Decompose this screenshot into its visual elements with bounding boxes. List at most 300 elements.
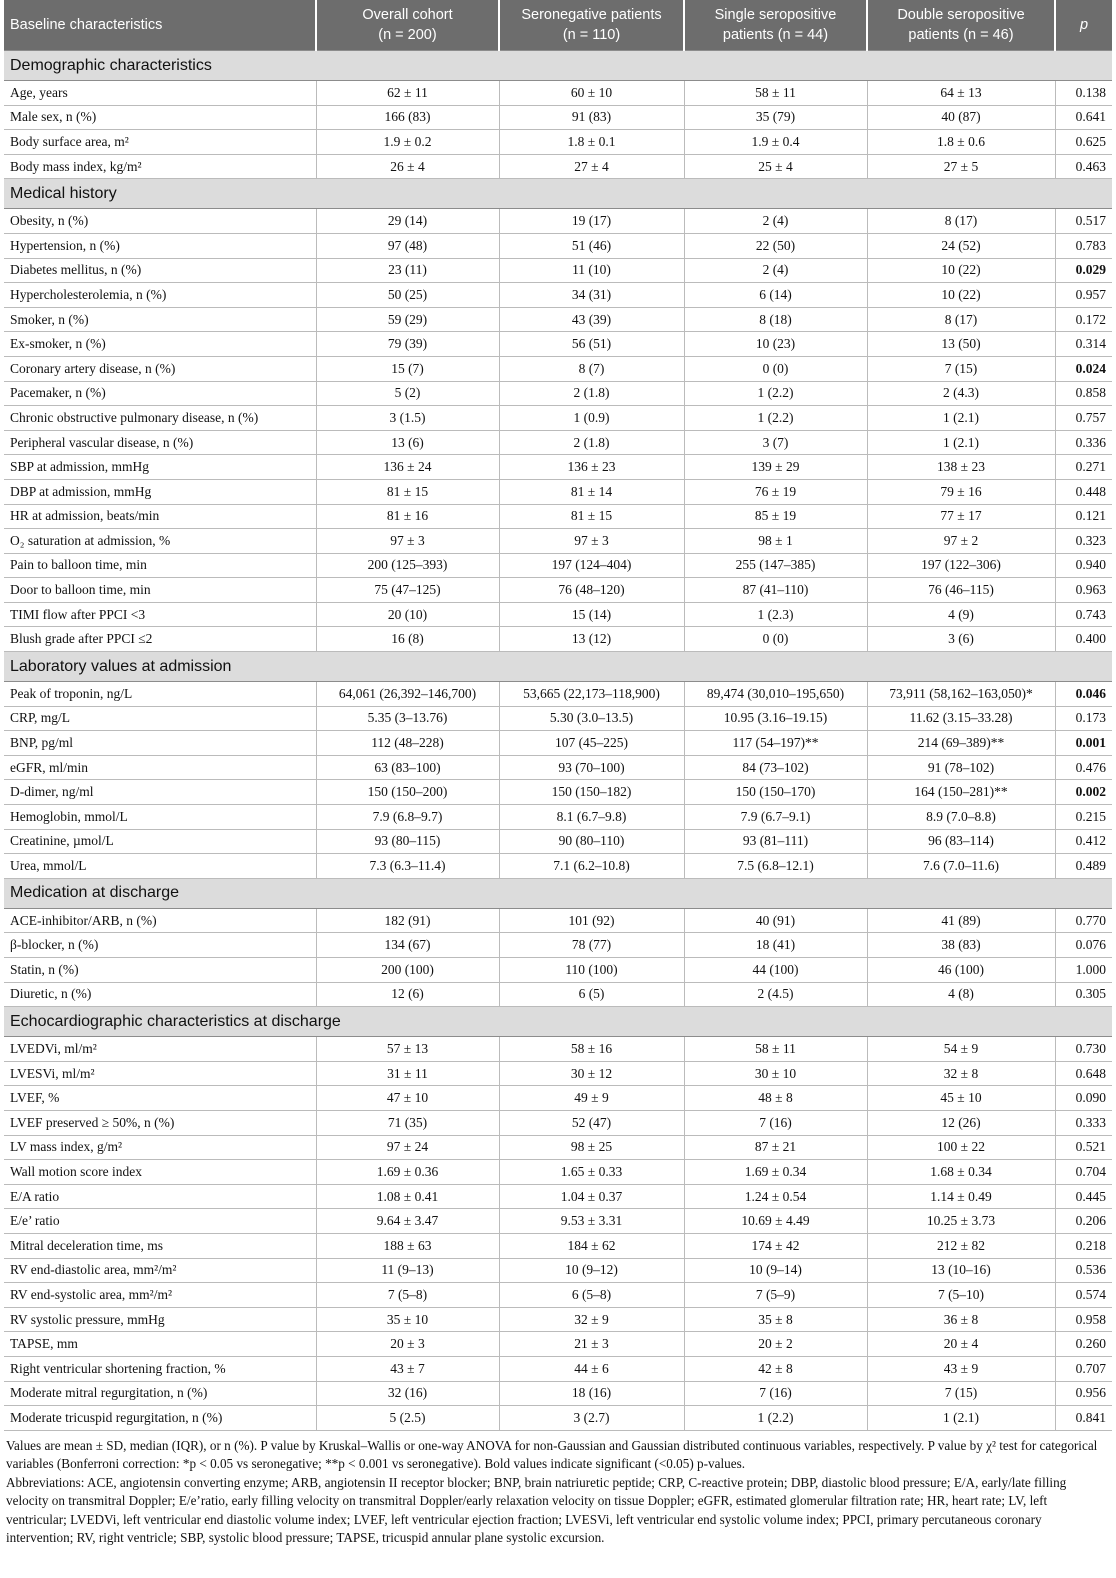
overall-cohort-value: 59 (29) <box>316 307 499 332</box>
p-value: 0.574 <box>1055 1283 1112 1308</box>
row-label: Diabetes mellitus, n (%) <box>4 258 316 283</box>
overall-cohort-value: 93 (80–115) <box>316 829 499 854</box>
p-value: 0.218 <box>1055 1233 1112 1258</box>
overall-cohort-value: 1.69 ± 0.36 <box>316 1160 499 1185</box>
table-row <box>4 933 1112 958</box>
section-row <box>4 878 1112 908</box>
p-value: 0.076 <box>1055 933 1112 958</box>
p-value: 0.743 <box>1055 602 1112 627</box>
seronegative-value: 34 (31) <box>499 283 684 308</box>
table-row <box>4 553 1112 578</box>
section-title: Medication at discharge <box>4 878 1112 908</box>
double-seropositive-value: 54 ± 9 <box>867 1037 1055 1062</box>
double-seropositive-value: 40 (87) <box>867 105 1055 130</box>
table-body <box>4 51 1112 1431</box>
double-seropositive-value: 2 (4.3) <box>867 381 1055 406</box>
row-label: LVEF, % <box>4 1086 316 1111</box>
seronegative-value: 8 (7) <box>499 356 684 381</box>
seronegative-value: 150 (150–182) <box>499 780 684 805</box>
table-row <box>4 209 1112 234</box>
seronegative-value: 7.1 (6.2–10.8) <box>499 854 684 879</box>
seronegative-value: 13 (12) <box>499 627 684 652</box>
table-row <box>4 430 1112 455</box>
overall-cohort-value: 75 (47–125) <box>316 578 499 603</box>
overall-cohort-value: 7 (5–8) <box>316 1283 499 1308</box>
overall-cohort-value: 31 ± 11 <box>316 1061 499 1086</box>
p-value: 1.000 <box>1055 958 1112 983</box>
seronegative-value: 1.65 ± 0.33 <box>499 1160 684 1185</box>
p-value: 0.757 <box>1055 406 1112 431</box>
double-seropositive-value: 79 ± 16 <box>867 479 1055 504</box>
double-seropositive-value: 27 ± 5 <box>867 154 1055 179</box>
header-single-seropositive <box>684 0 867 51</box>
double-seropositive-value: 96 (83–114) <box>867 829 1055 854</box>
double-seropositive-value: 1.8 ± 0.6 <box>867 130 1055 155</box>
row-label: LV mass index, g/m² <box>4 1135 316 1160</box>
double-seropositive-value: 73,911 (58,162–163,050)* <box>867 682 1055 707</box>
double-seropositive-value: 1 (2.1) <box>867 406 1055 431</box>
header-double-seropositive-title: Double seropositive <box>897 7 1025 23</box>
double-seropositive-value: 1.14 ± 0.49 <box>867 1184 1055 1209</box>
p-value: 0.448 <box>1055 479 1112 504</box>
section-title: Echocardiographic characteristics at discharge <box>4 1007 1112 1037</box>
double-seropositive-value: 100 ± 22 <box>867 1135 1055 1160</box>
single-seropositive-value: 1 (2.2) <box>684 381 867 406</box>
row-label: Moderate tricuspid regurgitation, n (%) <box>4 1406 316 1431</box>
overall-cohort-value: 26 ± 4 <box>316 154 499 179</box>
row-label: Creatinine, µmol/L <box>4 829 316 854</box>
seronegative-value: 81 ± 14 <box>499 479 684 504</box>
table-row <box>4 982 1112 1007</box>
double-seropositive-value: 12 (26) <box>867 1110 1055 1135</box>
row-label: Body mass index, kg/m² <box>4 154 316 179</box>
header-double-seropositive-n: patients (n = 46) <box>908 27 1014 43</box>
overall-cohort-value: 35 ± 10 <box>316 1307 499 1332</box>
table-row <box>4 1037 1112 1062</box>
single-seropositive-value: 10.95 (3.16–19.15) <box>684 706 867 731</box>
single-seropositive-value: 42 ± 8 <box>684 1356 867 1381</box>
row-label: BNP, pg/ml <box>4 731 316 756</box>
double-seropositive-value: 1 (2.1) <box>867 1406 1055 1431</box>
table-row <box>4 406 1112 431</box>
p-value: 0.704 <box>1055 1160 1112 1185</box>
seronegative-value: 18 (16) <box>499 1381 684 1406</box>
seronegative-value: 1 (0.9) <box>499 406 684 431</box>
row-label: Ex-smoker, n (%) <box>4 332 316 357</box>
section-row <box>4 1007 1112 1037</box>
p-value: 0.333 <box>1055 1110 1112 1135</box>
seronegative-value: 27 ± 4 <box>499 154 684 179</box>
table-row <box>4 1307 1112 1332</box>
single-seropositive-value: 58 ± 11 <box>684 1037 867 1062</box>
p-value: 0.841 <box>1055 1406 1112 1431</box>
table-row <box>4 381 1112 406</box>
header-double-seropositive <box>867 0 1055 51</box>
seronegative-value: 51 (46) <box>499 233 684 258</box>
row-label: TAPSE, mm <box>4 1332 316 1357</box>
single-seropositive-value: 85 ± 19 <box>684 504 867 529</box>
double-seropositive-value: 38 (83) <box>867 933 1055 958</box>
overall-cohort-value: 150 (150–200) <box>316 780 499 805</box>
p-value: 0.463 <box>1055 154 1112 179</box>
overall-cohort-value: 7.9 (6.8–9.7) <box>316 805 499 830</box>
double-seropositive-value: 13 (10–16) <box>867 1258 1055 1283</box>
double-seropositive-value: 20 ± 4 <box>867 1332 1055 1357</box>
double-seropositive-value: 10.25 ± 3.73 <box>867 1209 1055 1234</box>
table-row <box>4 578 1112 603</box>
row-label: DBP at admission, mmHg <box>4 479 316 504</box>
seronegative-value: 197 (124–404) <box>499 553 684 578</box>
row-label: Mitral deceleration time, ms <box>4 1233 316 1258</box>
table-row <box>4 682 1112 707</box>
double-seropositive-value: 91 (78–102) <box>867 755 1055 780</box>
row-label: Wall motion score index <box>4 1160 316 1185</box>
single-seropositive-value: 7 (16) <box>684 1110 867 1135</box>
seronegative-value: 10 (9–12) <box>499 1258 684 1283</box>
single-seropositive-value: 44 (100) <box>684 958 867 983</box>
row-label: Hemoglobin, mmol/L <box>4 805 316 830</box>
table-row <box>4 1233 1112 1258</box>
overall-cohort-value: 3 (1.5) <box>316 406 499 431</box>
double-seropositive-value: 164 (150–281)** <box>867 780 1055 805</box>
seronegative-value: 90 (80–110) <box>499 829 684 854</box>
table-row <box>4 332 1112 357</box>
row-label: HR at admission, beats/min <box>4 504 316 529</box>
table-row <box>4 627 1112 652</box>
p-value: 0.858 <box>1055 381 1112 406</box>
double-seropositive-value: 7 (15) <box>867 356 1055 381</box>
seronegative-value: 5.30 (3.0–13.5) <box>499 706 684 731</box>
p-value: 0.314 <box>1055 332 1112 357</box>
double-seropositive-value: 76 (46–115) <box>867 578 1055 603</box>
table-row <box>4 1406 1112 1431</box>
table-row <box>4 1135 1112 1160</box>
p-value: 0.958 <box>1055 1307 1112 1332</box>
p-value: 0.536 <box>1055 1258 1112 1283</box>
seronegative-value: 8.1 (6.7–9.8) <box>499 805 684 830</box>
p-value: 0.046 <box>1055 682 1112 707</box>
seronegative-value: 184 ± 62 <box>499 1233 684 1258</box>
p-value: 0.121 <box>1055 504 1112 529</box>
row-label: Urea, mmol/L <box>4 854 316 879</box>
seronegative-value: 97 ± 3 <box>499 529 684 554</box>
row-label: Smoker, n (%) <box>4 307 316 332</box>
single-seropositive-value: 89,474 (30,010–195,650) <box>684 682 867 707</box>
p-value: 0.138 <box>1055 81 1112 106</box>
double-seropositive-value: 7 (5–10) <box>867 1283 1055 1308</box>
table-footnote <box>4 1431 1112 1548</box>
overall-cohort-value: 182 (91) <box>316 908 499 933</box>
double-seropositive-value: 64 ± 13 <box>867 81 1055 106</box>
p-value: 0.412 <box>1055 829 1112 854</box>
double-seropositive-value: 41 (89) <box>867 908 1055 933</box>
single-seropositive-value: 22 (50) <box>684 233 867 258</box>
double-seropositive-value: 197 (122–306) <box>867 553 1055 578</box>
table-row <box>4 780 1112 805</box>
overall-cohort-value: 7.3 (6.3–11.4) <box>316 854 499 879</box>
table-row <box>4 829 1112 854</box>
p-value: 0.940 <box>1055 553 1112 578</box>
p-value: 0.783 <box>1055 233 1112 258</box>
overall-cohort-value: 97 (48) <box>316 233 499 258</box>
seronegative-value: 52 (47) <box>499 1110 684 1135</box>
p-value: 0.707 <box>1055 1356 1112 1381</box>
row-label: Chronic obstructive pulmonary disease, n (%) <box>4 406 316 431</box>
overall-cohort-value: 57 ± 13 <box>316 1037 499 1062</box>
table-row <box>4 1184 1112 1209</box>
overall-cohort-value: 134 (67) <box>316 933 499 958</box>
overall-cohort-value: 200 (125–393) <box>316 553 499 578</box>
double-seropositive-value: 214 (69–389)** <box>867 731 1055 756</box>
overall-cohort-value: 11 (9–13) <box>316 1258 499 1283</box>
p-value: 0.271 <box>1055 455 1112 480</box>
single-seropositive-value: 0 (0) <box>684 356 867 381</box>
p-value: 0.002 <box>1055 780 1112 805</box>
header-baseline-characteristics: Baseline characteristics <box>4 0 316 51</box>
section-title: Laboratory values at admission <box>4 652 1112 682</box>
header-overall-cohort <box>316 0 499 51</box>
row-label: Peripheral vascular disease, n (%) <box>4 430 316 455</box>
single-seropositive-value: 1 (2.2) <box>684 406 867 431</box>
row-label: E/e’ ratio <box>4 1209 316 1234</box>
row-label: Moderate mitral regurgitation, n (%) <box>4 1381 316 1406</box>
double-seropositive-value: 13 (50) <box>867 332 1055 357</box>
row-label: E/A ratio <box>4 1184 316 1209</box>
single-seropositive-value: 139 ± 29 <box>684 455 867 480</box>
single-seropositive-value: 2 (4.5) <box>684 982 867 1007</box>
row-label: Obesity, n (%) <box>4 209 316 234</box>
overall-cohort-value: 200 (100) <box>316 958 499 983</box>
overall-cohort-value: 112 (48–228) <box>316 731 499 756</box>
double-seropositive-value: 11.62 (3.15–33.28) <box>867 706 1055 731</box>
row-label: Peak of troponin, ng/L <box>4 682 316 707</box>
overall-cohort-value: 20 (10) <box>316 602 499 627</box>
row-label: Pacemaker, n (%) <box>4 381 316 406</box>
overall-cohort-value: 16 (8) <box>316 627 499 652</box>
footnote-abbreviations: Abbreviations: ACE, angiotensin converting enzyme; ARB, angiotensin II receptor blocker; BNP, brain natriuretic peptide; CRP, C-reactive protein; DBP, diastolic blood pressure; E/A, early/late filling velocity on transmitral Doppler; E/e’ratio, early filling velocity on transmitral Doppler/early relaxation velocity on tissue Doppler; eGFR, estimated glomerular filtration rate; HR, heart rate; LV, left ventricular; LVEDVi, left ventricular end diastolic volume index; LVEF, left ventricular ejection fraction; LVESVi, left ventricular end systolic volume index; PPCI, primary percutaneous coronary intervention; RV, right ventricle; SBP, systolic blood pressure; TAPSE, tricuspid annular plane systolic excursion. <box>6 1474 1067 1546</box>
overall-cohort-value: 15 (7) <box>316 356 499 381</box>
p-value: 0.090 <box>1055 1086 1112 1111</box>
single-seropositive-value: 18 (41) <box>684 933 867 958</box>
p-value: 0.770 <box>1055 908 1112 933</box>
p-value: 0.323 <box>1055 529 1112 554</box>
overall-cohort-value: 5 (2) <box>316 381 499 406</box>
row-label: Age, years <box>4 81 316 106</box>
double-seropositive-value: 10 (22) <box>867 283 1055 308</box>
double-seropositive-value: 10 (22) <box>867 258 1055 283</box>
section-row <box>4 179 1112 209</box>
seronegative-value: 49 ± 9 <box>499 1086 684 1111</box>
table-row <box>4 1086 1112 1111</box>
double-seropositive-value: 138 ± 23 <box>867 455 1055 480</box>
table-row <box>4 81 1112 106</box>
row-label: RV end-systolic area, mm²/m² <box>4 1283 316 1308</box>
header-seronegative-title: Seronegative patients <box>521 7 662 23</box>
p-value: 0.029 <box>1055 258 1112 283</box>
single-seropositive-value: 8 (18) <box>684 307 867 332</box>
seronegative-value: 15 (14) <box>499 602 684 627</box>
single-seropositive-value: 76 ± 19 <box>684 479 867 504</box>
row-label: RV systolic pressure, mmHg <box>4 1307 316 1332</box>
table-row <box>4 908 1112 933</box>
overall-cohort-value: 50 (25) <box>316 283 499 308</box>
p-value: 0.641 <box>1055 105 1112 130</box>
single-seropositive-value: 20 ± 2 <box>684 1332 867 1357</box>
single-seropositive-value: 7 (16) <box>684 1381 867 1406</box>
table-row <box>4 154 1112 179</box>
table-row <box>4 1283 1112 1308</box>
single-seropositive-value: 98 ± 1 <box>684 529 867 554</box>
table-row <box>4 529 1112 554</box>
seronegative-value: 6 (5–8) <box>499 1283 684 1308</box>
p-value: 0.730 <box>1055 1037 1112 1062</box>
overall-cohort-value: 29 (14) <box>316 209 499 234</box>
row-label: LVESVi, ml/m² <box>4 1061 316 1086</box>
single-seropositive-value: 1.24 ± 0.54 <box>684 1184 867 1209</box>
header-single-seropositive-n: patients (n = 44) <box>722 27 829 43</box>
double-seropositive-value: 1.68 ± 0.34 <box>867 1160 1055 1185</box>
table-row <box>4 233 1112 258</box>
overall-cohort-value: 97 ± 24 <box>316 1135 499 1160</box>
table-row <box>4 1061 1112 1086</box>
table-row <box>4 1110 1112 1135</box>
overall-cohort-value: 71 (35) <box>316 1110 499 1135</box>
row-label: Pain to balloon time, min <box>4 553 316 578</box>
seronegative-value: 11 (10) <box>499 258 684 283</box>
overall-cohort-value: 1.9 ± 0.2 <box>316 130 499 155</box>
row-label: Body surface area, m² <box>4 130 316 155</box>
section-title: Demographic characteristics <box>4 51 1112 81</box>
seronegative-value: 6 (5) <box>499 982 684 1007</box>
double-seropositive-value: 1 (2.1) <box>867 430 1055 455</box>
double-seropositive-value: 3 (6) <box>867 627 1055 652</box>
seronegative-value: 2 (1.8) <box>499 381 684 406</box>
seronegative-value: 60 ± 10 <box>499 81 684 106</box>
row-label: Blush grade after PPCI ≤2 <box>4 627 316 652</box>
seronegative-value: 78 (77) <box>499 933 684 958</box>
seronegative-value: 136 ± 23 <box>499 455 684 480</box>
single-seropositive-value: 255 (147–385) <box>684 553 867 578</box>
single-seropositive-value: 10 (9–14) <box>684 1258 867 1283</box>
single-seropositive-value: 0 (0) <box>684 627 867 652</box>
overall-cohort-value: 32 (16) <box>316 1381 499 1406</box>
baseline-table-container <box>4 0 1112 1548</box>
overall-cohort-value: 12 (6) <box>316 982 499 1007</box>
seronegative-value: 1.04 ± 0.37 <box>499 1184 684 1209</box>
single-seropositive-value: 1.9 ± 0.4 <box>684 130 867 155</box>
single-seropositive-value: 174 ± 42 <box>684 1233 867 1258</box>
p-value: 0.172 <box>1055 307 1112 332</box>
seronegative-value: 19 (17) <box>499 209 684 234</box>
row-label: eGFR, ml/min <box>4 755 316 780</box>
p-value: 0.206 <box>1055 1209 1112 1234</box>
p-value: 0.024 <box>1055 356 1112 381</box>
overall-cohort-value: 64,061 (26,392–146,700) <box>316 682 499 707</box>
table-row <box>4 258 1112 283</box>
table-row <box>4 283 1112 308</box>
p-value: 0.956 <box>1055 1381 1112 1406</box>
header-overall-cohort-title: Overall cohort <box>362 7 453 23</box>
double-seropositive-value: 4 (9) <box>867 602 1055 627</box>
table-row <box>4 1356 1112 1381</box>
seronegative-value: 9.53 ± 3.31 <box>499 1209 684 1234</box>
row-label: D-dimer, ng/ml <box>4 780 316 805</box>
overall-cohort-value: 5 (2.5) <box>316 1406 499 1431</box>
single-seropositive-value: 3 (7) <box>684 430 867 455</box>
table-row <box>4 130 1112 155</box>
overall-cohort-value: 5.35 (3–13.76) <box>316 706 499 731</box>
single-seropositive-value: 10 (23) <box>684 332 867 357</box>
overall-cohort-value: 136 ± 24 <box>316 455 499 480</box>
table-row <box>4 805 1112 830</box>
overall-cohort-value: 81 ± 16 <box>316 504 499 529</box>
overall-cohort-value: 166 (83) <box>316 105 499 130</box>
table-row <box>4 1160 1112 1185</box>
table-row <box>4 105 1112 130</box>
double-seropositive-value: 7.6 (7.0–11.6) <box>867 854 1055 879</box>
double-seropositive-value: 24 (52) <box>867 233 1055 258</box>
single-seropositive-value: 2 (4) <box>684 209 867 234</box>
header-overall-cohort-n: (n = 200) <box>378 27 437 43</box>
double-seropositive-value: 32 ± 8 <box>867 1061 1055 1086</box>
single-seropositive-value: 150 (150–170) <box>684 780 867 805</box>
header-seronegative-n: (n = 110) <box>562 27 621 43</box>
header-row <box>4 0 1112 51</box>
row-label: Coronary artery disease, n (%) <box>4 356 316 381</box>
overall-cohort-value: 97 ± 3 <box>316 529 499 554</box>
single-seropositive-value: 87 (41–110) <box>684 578 867 603</box>
table-row <box>4 356 1112 381</box>
p-value: 0.517 <box>1055 209 1112 234</box>
single-seropositive-value: 7.9 (6.7–9.1) <box>684 805 867 830</box>
single-seropositive-value: 58 ± 11 <box>684 81 867 106</box>
single-seropositive-value: 48 ± 8 <box>684 1086 867 1111</box>
single-seropositive-value: 93 (81–111) <box>684 829 867 854</box>
p-value: 0.445 <box>1055 1184 1112 1209</box>
seronegative-value: 110 (100) <box>499 958 684 983</box>
seronegative-value: 91 (83) <box>499 105 684 130</box>
overall-cohort-value: 20 ± 3 <box>316 1332 499 1357</box>
row-label: Door to balloon time, min <box>4 578 316 603</box>
p-value: 0.173 <box>1055 706 1112 731</box>
single-seropositive-value: 6 (14) <box>684 283 867 308</box>
header-p-value: p <box>1055 0 1112 51</box>
seronegative-value: 56 (51) <box>499 332 684 357</box>
double-seropositive-value: 45 ± 10 <box>867 1086 1055 1111</box>
overall-cohort-value: 23 (11) <box>316 258 499 283</box>
double-seropositive-value: 7 (15) <box>867 1381 1055 1406</box>
single-seropositive-value: 2 (4) <box>684 258 867 283</box>
seronegative-value: 44 ± 6 <box>499 1356 684 1381</box>
table-row <box>4 731 1112 756</box>
row-label: RV end-diastolic area, mm²/m² <box>4 1258 316 1283</box>
row-label: Hypercholesterolemia, n (%) <box>4 283 316 308</box>
double-seropositive-value: 212 ± 82 <box>867 1233 1055 1258</box>
overall-cohort-value: 9.64 ± 3.47 <box>316 1209 499 1234</box>
single-seropositive-value: 84 (73–102) <box>684 755 867 780</box>
single-seropositive-value: 35 (79) <box>684 105 867 130</box>
seronegative-value: 76 (48–120) <box>499 578 684 603</box>
row-label: Hypertension, n (%) <box>4 233 316 258</box>
p-value: 0.215 <box>1055 805 1112 830</box>
single-seropositive-value: 30 ± 10 <box>684 1061 867 1086</box>
overall-cohort-value: 43 ± 7 <box>316 1356 499 1381</box>
single-seropositive-value: 7.5 (6.8–12.1) <box>684 854 867 879</box>
single-seropositive-value: 1 (2.2) <box>684 1406 867 1431</box>
overall-cohort-value: 47 ± 10 <box>316 1086 499 1111</box>
seronegative-value: 58 ± 16 <box>499 1037 684 1062</box>
overall-cohort-value: 62 ± 11 <box>316 81 499 106</box>
